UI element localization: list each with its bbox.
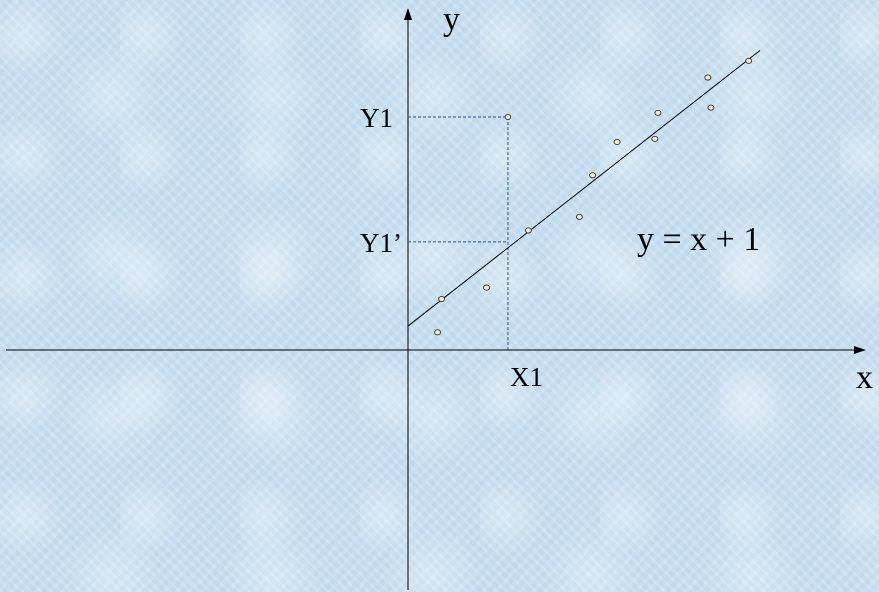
- highlighted-data-point: [505, 115, 511, 120]
- y1-label: Y1: [360, 103, 393, 134]
- guide-line-y1: [408, 117, 508, 350]
- data-point-2: [439, 296, 445, 301]
- y-axis-arrowhead: [404, 8, 412, 20]
- data-point-1: [435, 330, 441, 335]
- y-axis-label: y: [443, 1, 460, 38]
- x-axis-arrowhead: [854, 346, 866, 354]
- data-point-3: [484, 285, 490, 290]
- x-axis: [6, 346, 866, 354]
- data-point-7: [614, 139, 620, 144]
- regression-line: [408, 50, 760, 326]
- data-points: [435, 58, 752, 335]
- y1-prime-label: Y1’: [360, 227, 402, 258]
- data-point-10: [705, 75, 711, 80]
- data-point-9: [655, 110, 661, 115]
- regression-equation-label: y = x + 1: [637, 220, 761, 258]
- guide-lines: [408, 117, 508, 350]
- data-point-4: [525, 228, 531, 233]
- y-axis: [404, 8, 412, 590]
- x-axis-label: x: [856, 359, 873, 396]
- data-point-8: [652, 136, 658, 141]
- data-point-11: [708, 105, 714, 110]
- data-point-5: [576, 214, 582, 219]
- x1-label: X1: [509, 362, 543, 392]
- data-point-12: [746, 58, 752, 63]
- data-point-6: [590, 173, 596, 178]
